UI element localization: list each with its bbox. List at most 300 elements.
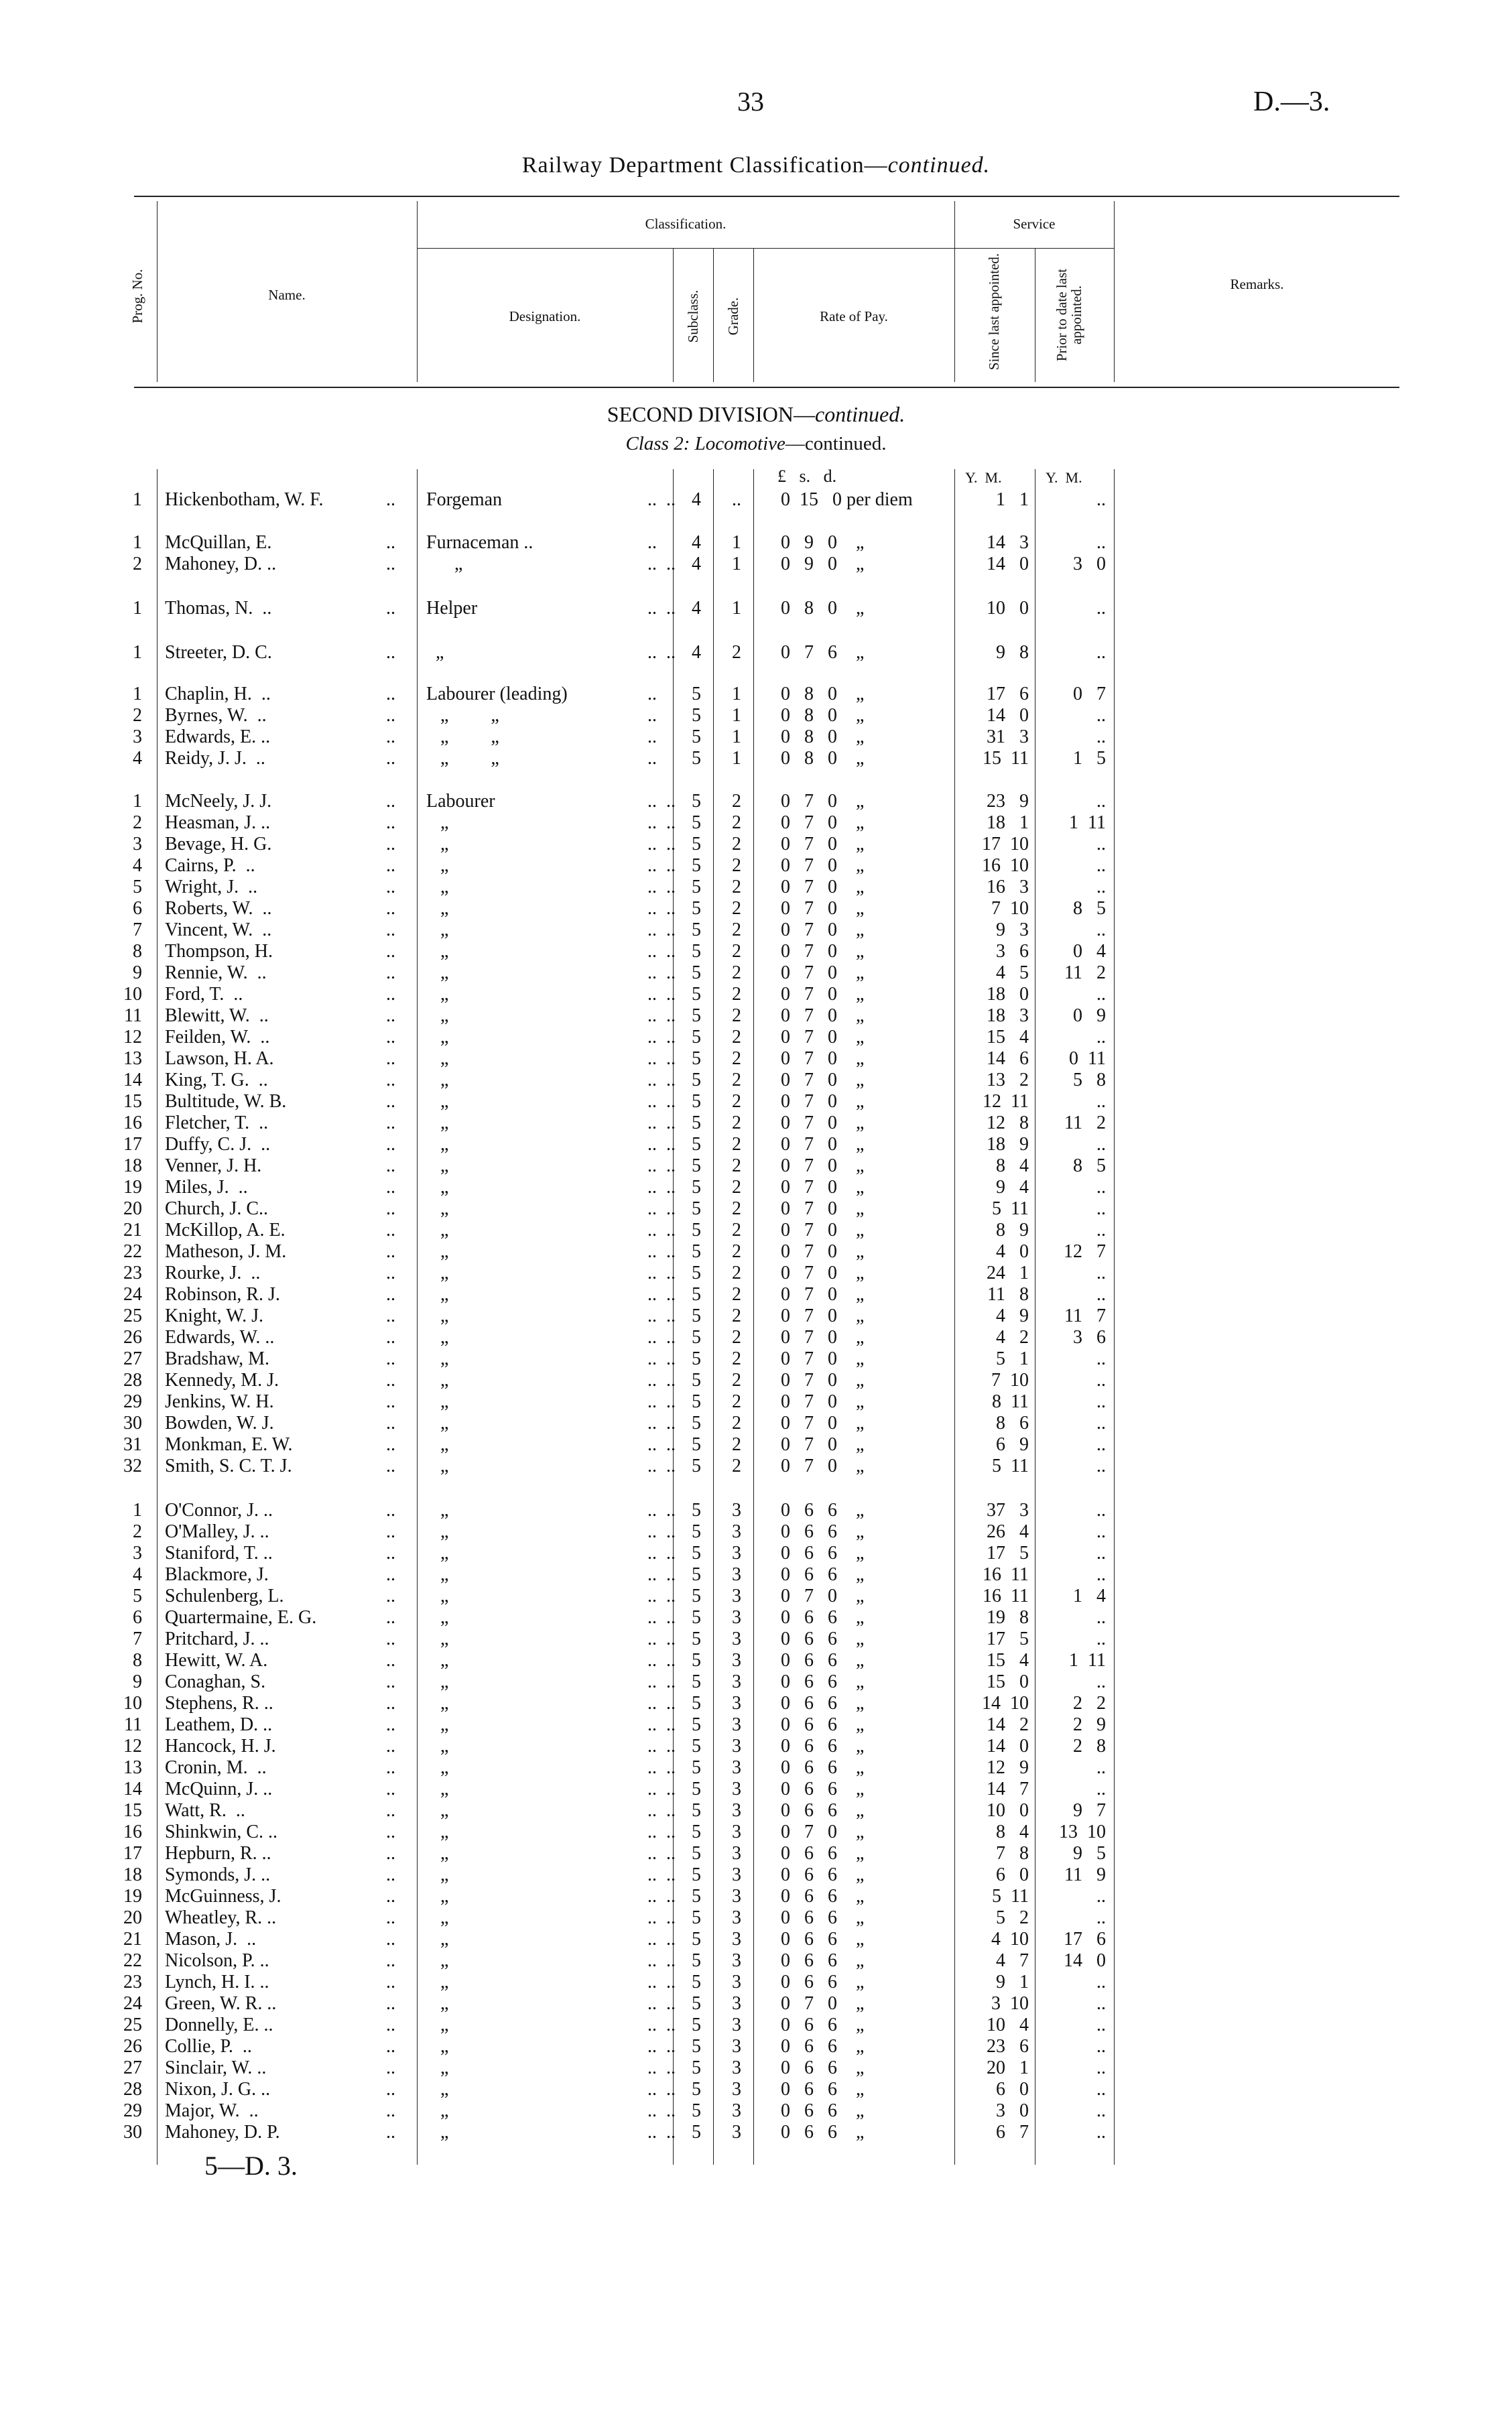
table-row bbox=[0, 1843, 1512, 1864]
cell-sub: 4 bbox=[692, 642, 701, 663]
table-row bbox=[0, 791, 1512, 812]
cell-des: „ bbox=[426, 2036, 449, 2057]
cell-des: „ bbox=[426, 1757, 449, 1778]
cell-d2: .. bbox=[647, 684, 657, 704]
cell-sub: 5 bbox=[692, 1972, 701, 1992]
cell-name: Nicolson, P. .. bbox=[165, 1950, 269, 1971]
table-row bbox=[0, 1907, 1512, 1928]
cell-since: 12 8 bbox=[987, 1113, 1029, 1133]
cell-name: O'Malley, J. .. bbox=[165, 1521, 269, 1542]
table-row bbox=[0, 2100, 1512, 2121]
grade-header: Grade. bbox=[725, 297, 741, 336]
cell-des: „ bbox=[426, 1048, 449, 1069]
cell-name: Ford, T. .. bbox=[165, 984, 243, 1005]
cell-sub: 5 bbox=[692, 791, 701, 812]
cell-des: „ bbox=[426, 1521, 449, 1542]
cell-sub: 5 bbox=[692, 1650, 701, 1671]
cell-no: 11 bbox=[124, 1714, 142, 1735]
cell-name: Bultitude, W. B. bbox=[165, 1091, 287, 1112]
cell-prior: .. bbox=[1096, 598, 1106, 619]
cell-pay: 0 7 0 „ bbox=[781, 1284, 865, 1305]
cell-grade: 3 bbox=[732, 2036, 741, 2057]
cell-grade: 2 bbox=[732, 1005, 741, 1026]
cell-des: „ bbox=[426, 1650, 449, 1671]
cell-name: Duffy, C. J. .. bbox=[165, 1134, 271, 1155]
table-row bbox=[0, 1027, 1512, 1047]
cell-d2: .. .. bbox=[647, 1500, 676, 1521]
cell-des: „ bbox=[426, 1413, 449, 1434]
cell-d1: .. bbox=[386, 1391, 395, 1412]
table-row bbox=[0, 1950, 1512, 1971]
cell-since: 18 9 bbox=[987, 1134, 1029, 1155]
cell-name: Mahoney, D. P. bbox=[165, 2122, 280, 2143]
cell-prior: 1 11 bbox=[1069, 812, 1106, 833]
cell-name: Major, W. .. bbox=[165, 2100, 259, 2121]
cell-sub: 5 bbox=[692, 877, 701, 897]
cell-no: 27 bbox=[123, 2057, 142, 2078]
cell-d2: .. .. bbox=[647, 598, 676, 619]
cell-d2: .. .. bbox=[647, 1220, 676, 1241]
cell-prior: 9 7 bbox=[1073, 1800, 1106, 1821]
cell-no: 4 bbox=[133, 748, 142, 769]
table-row bbox=[0, 598, 1512, 619]
cell-d2: .. bbox=[647, 532, 657, 553]
table-row bbox=[0, 984, 1512, 1005]
page-number: 33 bbox=[737, 86, 764, 117]
cell-name: Heasman, J. .. bbox=[165, 812, 271, 833]
cell-grade: 2 bbox=[732, 1370, 741, 1391]
table-row bbox=[0, 1177, 1512, 1198]
table-row bbox=[0, 1779, 1512, 1799]
cell-since: 11 8 bbox=[987, 1284, 1029, 1305]
cell-d2: .. .. bbox=[647, 1263, 676, 1283]
cell-pay: 0 6 6 „ bbox=[781, 1693, 865, 1714]
cell-name: Mason, J. .. bbox=[165, 1929, 257, 1950]
cell-name: Wheatley, R. .. bbox=[165, 1907, 277, 1928]
cell-des: „ bbox=[426, 2122, 449, 2143]
cell-since: 5 2 bbox=[996, 1907, 1029, 1928]
cell-des: „ bbox=[426, 812, 449, 833]
division-title bbox=[0, 402, 1512, 427]
cell-prior: .. bbox=[1096, 1993, 1106, 2014]
cell-no: 6 bbox=[133, 1607, 142, 1628]
cell-pay: 0 7 0 „ bbox=[781, 1113, 865, 1133]
cell-d1: .. bbox=[386, 877, 395, 897]
table-row bbox=[0, 1693, 1512, 1714]
cell-pay: 0 6 6 „ bbox=[781, 1671, 865, 1692]
cell-d2: .. .. bbox=[647, 1113, 676, 1133]
cell-grade: 3 bbox=[732, 1500, 741, 1521]
cell-no: 29 bbox=[123, 1391, 142, 1412]
cell-d1: .. bbox=[386, 1586, 395, 1606]
cell-grade: 2 bbox=[732, 1134, 741, 1155]
cell-grade: 3 bbox=[732, 1864, 741, 1885]
cell-prior: .. bbox=[1096, 919, 1106, 940]
cell-sub: 5 bbox=[692, 1993, 701, 2014]
cell-pay: 0 6 6 „ bbox=[781, 2079, 865, 2100]
cell-d1: .. bbox=[386, 726, 395, 747]
cell-pay: 0 7 0 „ bbox=[781, 984, 865, 1005]
cell-d1: .. bbox=[386, 1370, 395, 1391]
cell-pay: 0 7 0 „ bbox=[781, 1413, 865, 1434]
cell-pay: 0 7 0 „ bbox=[781, 1177, 865, 1198]
cell-d2: .. .. bbox=[647, 1091, 676, 1112]
cell-prior: .. bbox=[1096, 705, 1106, 726]
cell-pay: 0 7 0 „ bbox=[781, 791, 865, 812]
cell-d1: .. bbox=[386, 962, 395, 983]
cell-d2: .. .. bbox=[647, 984, 676, 1005]
cell-since: 6 9 bbox=[996, 1434, 1029, 1455]
table-row bbox=[0, 2015, 1512, 2035]
cell-grade: 2 bbox=[732, 1348, 741, 1369]
cell-d1: .. bbox=[386, 705, 395, 726]
cell-d1: .. bbox=[386, 1907, 395, 1928]
class-title-suffix: —continued. bbox=[785, 433, 887, 454]
table-row bbox=[0, 877, 1512, 897]
cell-pay: 0 7 0 „ bbox=[781, 1155, 865, 1176]
cell-d1: .. bbox=[386, 1521, 395, 1542]
cell-d1: .. bbox=[386, 1564, 395, 1585]
cell-prior: 1 4 bbox=[1073, 1586, 1106, 1606]
cell-d1: .. bbox=[386, 1048, 395, 1069]
cell-name: Wright, J. .. bbox=[165, 877, 258, 897]
cell-grade: 3 bbox=[732, 1843, 741, 1864]
cell-pay: 0 6 6 „ bbox=[781, 2015, 865, 2035]
table-row bbox=[0, 834, 1512, 854]
cell-des: „ bbox=[426, 1907, 449, 1928]
cell-no: 8 bbox=[133, 1650, 142, 1671]
cell-no: 3 bbox=[133, 1543, 142, 1564]
cell-des: „ bbox=[426, 642, 444, 663]
cell-d1: .. bbox=[386, 554, 395, 574]
cell-d2: .. .. bbox=[647, 1306, 676, 1326]
cell-no: 5 bbox=[133, 877, 142, 897]
cell-pay: 0 9 0 „ bbox=[781, 532, 865, 553]
cell-grade: 1 bbox=[732, 748, 741, 769]
cell-d2: .. .. bbox=[647, 1005, 676, 1026]
cell-name: Lynch, H. I. .. bbox=[165, 1972, 269, 1992]
cell-grade: 1 bbox=[732, 684, 741, 704]
cell-name: Sinclair, W. .. bbox=[165, 2057, 267, 2078]
cell-since: 14 6 bbox=[987, 1048, 1029, 1069]
cell-des: „ bbox=[426, 1843, 449, 1864]
cell-d1: .. bbox=[386, 1736, 395, 1757]
cell-sub: 5 bbox=[692, 1843, 701, 1864]
cell-grade: 3 bbox=[732, 2122, 741, 2143]
cell-name: Cronin, M. .. bbox=[165, 1757, 267, 1778]
header-vline-3 bbox=[673, 248, 674, 382]
cell-name: Thomas, N. .. bbox=[165, 598, 272, 619]
header-top-rule bbox=[134, 196, 1399, 197]
cell-sub: 5 bbox=[692, 2122, 701, 2143]
cell-des: „ bbox=[426, 1070, 449, 1090]
cell-no: 30 bbox=[123, 1413, 142, 1434]
subclass-header: Subclass. bbox=[685, 290, 701, 343]
cell-since: 8 4 bbox=[996, 1822, 1029, 1842]
cell-sub: 5 bbox=[692, 1134, 701, 1155]
cell-sub: 5 bbox=[692, 726, 701, 747]
cell-pay: 0 6 6 „ bbox=[781, 1521, 865, 1542]
cell-des: „ bbox=[426, 1370, 449, 1391]
cell-since: 16 10 bbox=[982, 855, 1029, 876]
cell-prior: .. bbox=[1096, 1027, 1106, 1047]
cell-pay: 0 8 0 „ bbox=[781, 684, 865, 704]
cell-d2: .. .. bbox=[647, 2057, 676, 2078]
cell-pay: 0 6 6 „ bbox=[781, 1564, 865, 1585]
cell-pay: 0 6 6 „ bbox=[781, 1607, 865, 1628]
table-row bbox=[0, 962, 1512, 983]
cell-sub: 5 bbox=[692, 1155, 701, 1176]
cell-prior: .. bbox=[1096, 791, 1106, 812]
cell-d1: .. bbox=[386, 1177, 395, 1198]
cell-name: Robinson, R. J. bbox=[165, 1284, 280, 1305]
cell-pay: 0 7 0 „ bbox=[781, 941, 865, 962]
cell-sub: 5 bbox=[692, 1886, 701, 1907]
cell-d2: .. .. bbox=[647, 1714, 676, 1735]
cell-since: 14 3 bbox=[987, 532, 1029, 553]
cell-prior: 11 2 bbox=[1064, 1113, 1106, 1133]
cell-prior: 11 2 bbox=[1064, 962, 1106, 983]
table-row bbox=[0, 1284, 1512, 1305]
cell-d1: .. bbox=[386, 1327, 395, 1348]
cell-name: Hancock, H. J. bbox=[165, 1736, 276, 1757]
cell-grade: 3 bbox=[732, 1521, 741, 1542]
cell-sub: 5 bbox=[692, 898, 701, 919]
cell-sub: 4 bbox=[692, 554, 701, 574]
table-row bbox=[0, 2057, 1512, 2078]
cell-prior: 14 0 bbox=[1064, 1950, 1106, 1971]
cell-d2: .. .. bbox=[647, 2015, 676, 2035]
cell-name: King, T. G. .. bbox=[165, 1070, 268, 1090]
cell-sub: 5 bbox=[692, 1434, 701, 1455]
table-row bbox=[0, 1327, 1512, 1348]
cell-prior: 12 7 bbox=[1064, 1241, 1106, 1262]
cell-since: 10 4 bbox=[987, 2015, 1029, 2035]
cell-since: 17 10 bbox=[982, 834, 1029, 854]
cell-grade: 3 bbox=[732, 1650, 741, 1671]
cell-d1: .. bbox=[386, 1456, 395, 1476]
cell-no: 16 bbox=[123, 1822, 142, 1842]
cell-no: 17 bbox=[123, 1843, 142, 1864]
cell-since: 4 5 bbox=[996, 962, 1029, 983]
cell-d2: .. .. bbox=[647, 1950, 676, 1971]
cell-grade: 2 bbox=[732, 1091, 741, 1112]
cell-d1: .. bbox=[386, 1091, 395, 1112]
cell-d1: .. bbox=[386, 919, 395, 940]
cell-d1: .. bbox=[386, 2122, 395, 2143]
cell-name: Matheson, J. M. bbox=[165, 1241, 287, 1262]
cell-since: 14 10 bbox=[982, 1693, 1029, 1714]
cell-d1: .. bbox=[386, 1241, 395, 1262]
cell-sub: 4 bbox=[692, 489, 701, 510]
title-italic: continued. bbox=[887, 153, 991, 178]
cell-since: 20 1 bbox=[987, 2057, 1029, 2078]
cell-d1: .. bbox=[386, 1500, 395, 1521]
cell-d1: .. bbox=[386, 984, 395, 1005]
cell-pay: 0 7 0 „ bbox=[781, 1241, 865, 1262]
prior-to-date-header: Prior to date last appointed. bbox=[1054, 268, 1084, 362]
rate-of-pay-header: Rate of Pay. bbox=[820, 308, 888, 324]
name-header: Name. bbox=[268, 287, 306, 303]
cell-grade: 2 bbox=[732, 1113, 741, 1133]
cell-since: 5 11 bbox=[992, 1456, 1029, 1476]
cell-since: 8 11 bbox=[992, 1391, 1029, 1412]
cell-name: Blackmore, J. bbox=[165, 1564, 269, 1585]
cell-since: 17 6 bbox=[987, 684, 1029, 704]
cell-prior: 17 6 bbox=[1064, 1929, 1106, 1950]
cell-sub: 5 bbox=[692, 1327, 701, 1348]
cell-name: Lawson, H. A. bbox=[165, 1048, 274, 1069]
cell-d2: .. .. bbox=[647, 2122, 676, 2143]
cell-since: 14 0 bbox=[987, 554, 1029, 574]
cell-name: McQuinn, J. .. bbox=[165, 1779, 273, 1799]
cell-name: Bevage, H. G. bbox=[165, 834, 272, 854]
cell-name: Stephens, R. .. bbox=[165, 1693, 273, 1714]
cell-sub: 5 bbox=[692, 855, 701, 876]
cell-d2: .. .. bbox=[647, 1972, 676, 1992]
cell-no: 1 bbox=[133, 642, 142, 663]
cell-since: 10 0 bbox=[987, 598, 1029, 619]
cell-pay: 0 6 6 „ bbox=[781, 1907, 865, 1928]
cell-prior: .. bbox=[1096, 1370, 1106, 1391]
cell-sub: 5 bbox=[692, 919, 701, 940]
cell-pay: 0 6 6 „ bbox=[781, 1500, 865, 1521]
cell-name: Monkman, E. W. bbox=[165, 1434, 293, 1455]
cell-since: 14 0 bbox=[987, 705, 1029, 726]
table-row bbox=[0, 1886, 1512, 1907]
table-row bbox=[0, 919, 1512, 940]
cell-d1: .. bbox=[386, 1134, 395, 1155]
cell-name: O'Connor, J. .. bbox=[165, 1500, 273, 1521]
page-title bbox=[0, 153, 1512, 178]
cell-prior: .. bbox=[1096, 1500, 1106, 1521]
cell-prior: .. bbox=[1096, 1091, 1106, 1112]
cell-since: 8 4 bbox=[996, 1155, 1029, 1176]
cell-since: 15 4 bbox=[987, 1027, 1029, 1047]
cell-prior: .. bbox=[1096, 489, 1106, 510]
cell-d2: .. .. bbox=[647, 1671, 676, 1692]
cell-since: 23 9 bbox=[987, 791, 1029, 812]
cell-grade: 1 bbox=[732, 554, 741, 574]
cell-des: „ bbox=[426, 2057, 449, 2078]
cell-d2: .. .. bbox=[647, 642, 676, 663]
cell-d1: .. bbox=[386, 1650, 395, 1671]
cell-des: „ bbox=[426, 1220, 449, 1241]
cell-grade: 2 bbox=[732, 1048, 741, 1069]
cell-d2: .. .. bbox=[647, 554, 676, 574]
cell-since: 26 4 bbox=[987, 1521, 1029, 1542]
cell-sub: 5 bbox=[692, 2100, 701, 2121]
table-row bbox=[0, 1241, 1512, 1262]
cell-d2: .. .. bbox=[647, 1564, 676, 1585]
cell-prior: .. bbox=[1096, 726, 1106, 747]
cell-since: 4 7 bbox=[996, 1950, 1029, 1971]
cell-pay: 0 6 6 „ bbox=[781, 1843, 865, 1864]
cell-no: 12 bbox=[123, 1736, 142, 1757]
cell-d1: .. bbox=[386, 684, 395, 704]
cell-grade: 2 bbox=[732, 1263, 741, 1283]
cell-since: 9 3 bbox=[996, 919, 1029, 940]
cell-no: 11 bbox=[124, 1005, 142, 1026]
cell-no: 27 bbox=[123, 1348, 142, 1369]
cell-d2: .. bbox=[647, 705, 657, 726]
cell-no: 14 bbox=[123, 1779, 142, 1799]
cell-d1: .. bbox=[386, 2057, 395, 2078]
cell-pay: 0 6 6 „ bbox=[781, 2100, 865, 2121]
cell-sub: 5 bbox=[692, 1070, 701, 1090]
cell-no: 15 bbox=[123, 1800, 142, 1821]
cell-grade: 2 bbox=[732, 855, 741, 876]
cell-des: „ bbox=[426, 1736, 449, 1757]
cell-des: „ bbox=[426, 1005, 449, 1026]
cell-pay: 0 7 0 „ bbox=[781, 855, 865, 876]
cell-sub: 5 bbox=[692, 1757, 701, 1778]
cell-since: 16 11 bbox=[983, 1564, 1029, 1585]
cell-since: 4 10 bbox=[991, 1929, 1029, 1950]
table-row bbox=[0, 705, 1512, 726]
cell-no: 18 bbox=[123, 1864, 142, 1885]
table-row bbox=[0, 1091, 1512, 1112]
cell-d2: .. .. bbox=[647, 1070, 676, 1090]
cell-grade: 2 bbox=[732, 941, 741, 962]
cell-pay: 0 15 0 per diem bbox=[781, 489, 913, 510]
cell-des: „ bbox=[426, 877, 449, 897]
cell-d2: .. .. bbox=[647, 1027, 676, 1047]
cell-prior: 3 0 bbox=[1073, 554, 1106, 574]
cell-since: 23 6 bbox=[987, 2036, 1029, 2057]
cell-name: Cairns, P. .. bbox=[165, 855, 255, 876]
cell-d1: .. bbox=[386, 1779, 395, 1799]
cell-d1: .. bbox=[386, 748, 395, 769]
table-row bbox=[0, 642, 1512, 663]
cell-sub: 5 bbox=[692, 1500, 701, 1521]
cell-no: 18 bbox=[123, 1155, 142, 1176]
cell-des: „ bbox=[426, 1327, 449, 1348]
page-footer: 5—D. 3. bbox=[204, 2151, 298, 2181]
cell-sub: 5 bbox=[692, 1822, 701, 1842]
cell-grade: 2 bbox=[732, 1284, 741, 1305]
cell-pay: 0 7 0 „ bbox=[781, 812, 865, 833]
cell-d1: .. bbox=[386, 1027, 395, 1047]
cell-pay: 0 7 0 „ bbox=[781, 898, 865, 919]
cell-since: 10 0 bbox=[987, 1800, 1029, 1821]
cell-grade: 2 bbox=[732, 1241, 741, 1262]
cell-no: 24 bbox=[123, 1993, 142, 2014]
cell-prior: .. bbox=[1096, 834, 1106, 854]
cell-des: „ bbox=[426, 1027, 449, 1047]
cell-grade: 2 bbox=[732, 834, 741, 854]
cell-since: 4 9 bbox=[996, 1306, 1029, 1326]
cell-sub: 5 bbox=[692, 1607, 701, 1628]
cell-d1: .. bbox=[386, 2100, 395, 2121]
cell-pay: 0 7 0 „ bbox=[781, 1220, 865, 1241]
cell-pay: 0 6 6 „ bbox=[781, 1629, 865, 1649]
cell-no: 23 bbox=[123, 1263, 142, 1283]
cell-d2: .. .. bbox=[647, 919, 676, 940]
cell-d1: .. bbox=[386, 1070, 395, 1090]
cell-prior: 2 9 bbox=[1073, 1714, 1106, 1735]
cell-sub: 5 bbox=[692, 1220, 701, 1241]
cell-des: „ „ bbox=[426, 705, 499, 726]
cell-sub: 5 bbox=[692, 1005, 701, 1026]
cell-no: 2 bbox=[133, 812, 142, 833]
cell-since: 17 5 bbox=[987, 1629, 1029, 1649]
cell-name: McQuillan, E. bbox=[165, 532, 272, 553]
cell-grade: 2 bbox=[732, 962, 741, 983]
cell-no: 20 bbox=[123, 1198, 142, 1219]
cell-grade: 2 bbox=[732, 1413, 741, 1434]
cell-pay: 0 7 0 „ bbox=[781, 1027, 865, 1047]
